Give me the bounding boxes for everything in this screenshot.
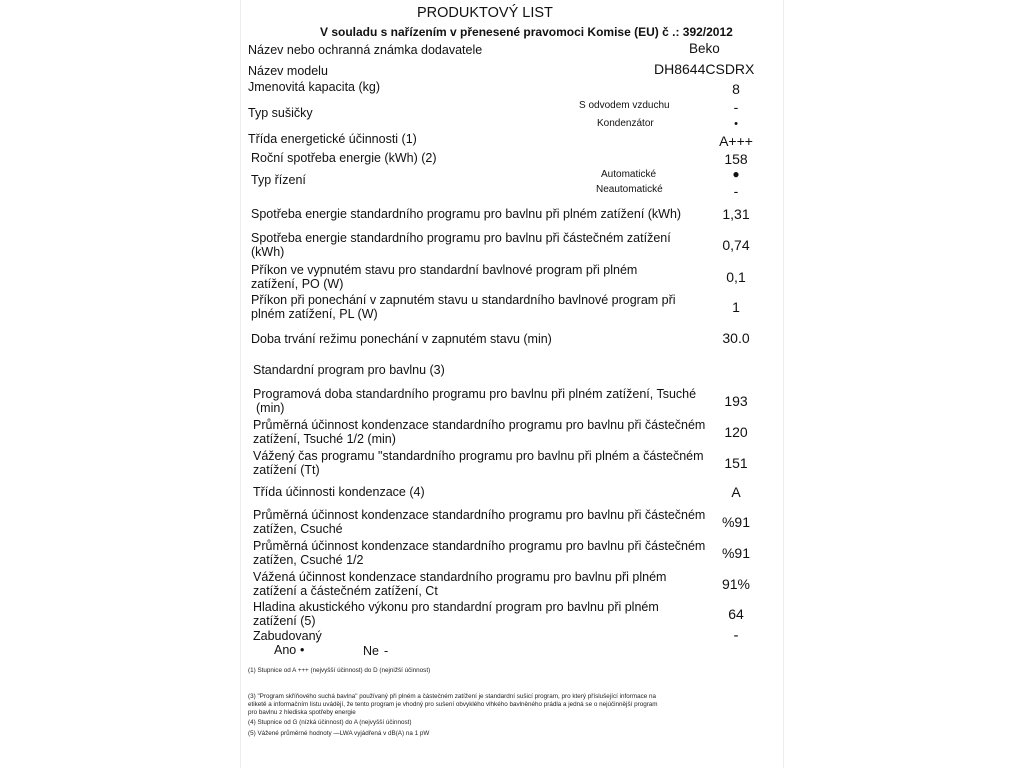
energy-class-label: Třída energetické účinnosti (1) [248, 132, 417, 146]
annual-energy-value: 158 [724, 151, 748, 167]
cond-eff-weighted-value: 91% [721, 576, 751, 592]
noise-label-cont: zatížení (5) [253, 614, 316, 628]
weighted-time-label-cont: zatížení (Tt) [253, 463, 320, 477]
program-time-half-value: 120 [724, 424, 748, 440]
left-on-duration-value: 30.0 [722, 330, 750, 346]
dryer-type-label: Typ sušičky [248, 106, 313, 120]
program-time-full-label: Programová doba standardního programu pro bavlnu při plném zatížení, Tsuché [253, 387, 697, 401]
built-in-no-value: - [384, 644, 389, 658]
power-left-on-label: Příkon při ponechání v zapnutém stavu u standardního bavlnové program při [251, 293, 676, 307]
condensation-class-value: A [731, 484, 741, 500]
cond-eff-weighted-label-cont: zatížení a částečném zatížení, Ct [253, 584, 438, 598]
noise-value: 64 [728, 606, 744, 622]
condenser-option-value: • [734, 118, 738, 130]
standard-program-label: Standardní program pro bavlnu (3) [253, 363, 445, 377]
capacity-value: 8 [732, 81, 740, 97]
manual-option-value: - [733, 183, 739, 199]
sheet-title: PRODUKTOVÝ LIST [417, 5, 553, 21]
built-in-no-label: Ne [363, 644, 379, 658]
built-in-value: - [733, 627, 739, 644]
energy-full-value: 1,31 [722, 206, 750, 222]
control-type-label: Typ řízení [251, 173, 306, 187]
regulation-subtitle: V souladu s nařízením v přenesené pravomoci Komise (EU) č .: 392/2012 [320, 25, 733, 39]
noise-label: Hladina akustického výkonu pro standardní program pro bavlnu při plném [253, 600, 659, 614]
weighted-time-value: 151 [724, 455, 748, 471]
manual-option-label: Neautomatické [596, 184, 663, 195]
cond-eff-half-value: %91 [721, 545, 751, 561]
footnote-3-cont2: pro bavlnu z hlediska spotřeby energie [248, 709, 356, 716]
power-off-value: 0,1 [726, 269, 746, 285]
capacity-label: Jmenovitá kapacita (kg) [248, 80, 381, 94]
cond-eff-weighted-label: Vážená účinnost kondenzace standardního programu pro bavlnu při plném [253, 570, 667, 584]
program-time-half-label-cont: zatížení, Tsuché 1/2 (min) [253, 432, 396, 446]
footnote-3-cont: etiketě a informačním listu uvádějí, že tento program je vhodný pro sušení obvyklého vlhkého bavlněného prádla a jedná se o nejúčinnější program [248, 701, 658, 708]
cond-eff-full-value: %91 [721, 514, 751, 530]
power-off-label: Příkon ve vypnutém stavu pro standardní bavlnové program při plném [251, 263, 638, 277]
cond-eff-half-label-cont: zatížen, Csuché 1/2 [253, 553, 364, 567]
weighted-time-label: Vážený čas programu "standardního programu pro bavlnu při plném a částečném [253, 449, 704, 463]
program-time-full-value: 193 [724, 393, 748, 409]
supplier-value: Beko [689, 41, 720, 56]
automatic-option-value: ● [732, 167, 740, 181]
program-time-half-label: Průměrná účinnost kondenzace standardního programu pro bavlnu při částečném [253, 418, 706, 432]
left-on-duration-label: Doba trvání režimu ponechání v zapnutém stavu (min) [251, 332, 552, 346]
built-in-label: Zabudovaný [253, 629, 322, 643]
power-off-label-cont: zatížení, PO (W) [251, 277, 344, 291]
built-in-yes-label: Ano [274, 643, 297, 657]
cond-eff-full-label-cont: zatížen, Csuché [253, 522, 343, 536]
model-value: DH8644CSDRX [654, 61, 755, 77]
energy-class-value: A+++ [719, 133, 753, 149]
energy-partial-label-cont: (kWh) [251, 245, 285, 259]
footnote-4: (4) Stupnice od G (nízká účinnost) do A (nejvyšší účinnost) [248, 719, 412, 726]
footnote-5: (5) Vážené průměrné hodnoty —LWA vyjádřená v dB(A) na 1 pW [248, 730, 430, 737]
supplier-label: Název nebo ochranná známka dodavatele [248, 43, 483, 57]
cond-eff-full-label: Průměrná účinnost kondenzace standardního programu pro bavlnu při částečném [253, 508, 706, 522]
footnote-3: (3) "Program skříňového suchá bavlna" používaný při plném a částečném zatížení je standardní sušicí program, pro který příslušející informace na [248, 693, 657, 700]
footnote-1: (1) Stupnice od A +++ (nejvyšší účinnost) do D (nejnižší účinnost) [248, 667, 431, 674]
energy-partial-label: Spotřeba energie standardního programu pro bavlnu při částečném zatížení [251, 231, 671, 245]
energy-full-label: Spotřeba energie standardního programu pro bavlnu při plném zatížení (kWh) [251, 207, 682, 221]
energy-partial-value: 0,74 [722, 237, 750, 253]
vented-option-label: S odvodem vzduchu [579, 100, 670, 111]
program-time-full-label-cont: (min) [256, 401, 285, 415]
power-left-on-label-cont: plném zatížení, PL (W) [251, 307, 378, 321]
model-label: Název modelu [248, 64, 328, 78]
vented-option-value: - [733, 99, 739, 115]
annual-energy-label: Roční spotřeba energie (kWh) (2) [251, 151, 437, 165]
power-left-on-value: 1 [732, 299, 740, 315]
automatic-option-label: Automatické [601, 169, 657, 180]
cond-eff-half-label: Průměrná účinnost kondenzace standardního programu pro bavlnu při částečném [253, 539, 706, 553]
condenser-option-label: Kondenzátor [597, 118, 654, 129]
built-in-yes-value: • [300, 643, 305, 657]
condensation-class-label: Třída účinnosti kondenzace (4) [253, 485, 425, 499]
